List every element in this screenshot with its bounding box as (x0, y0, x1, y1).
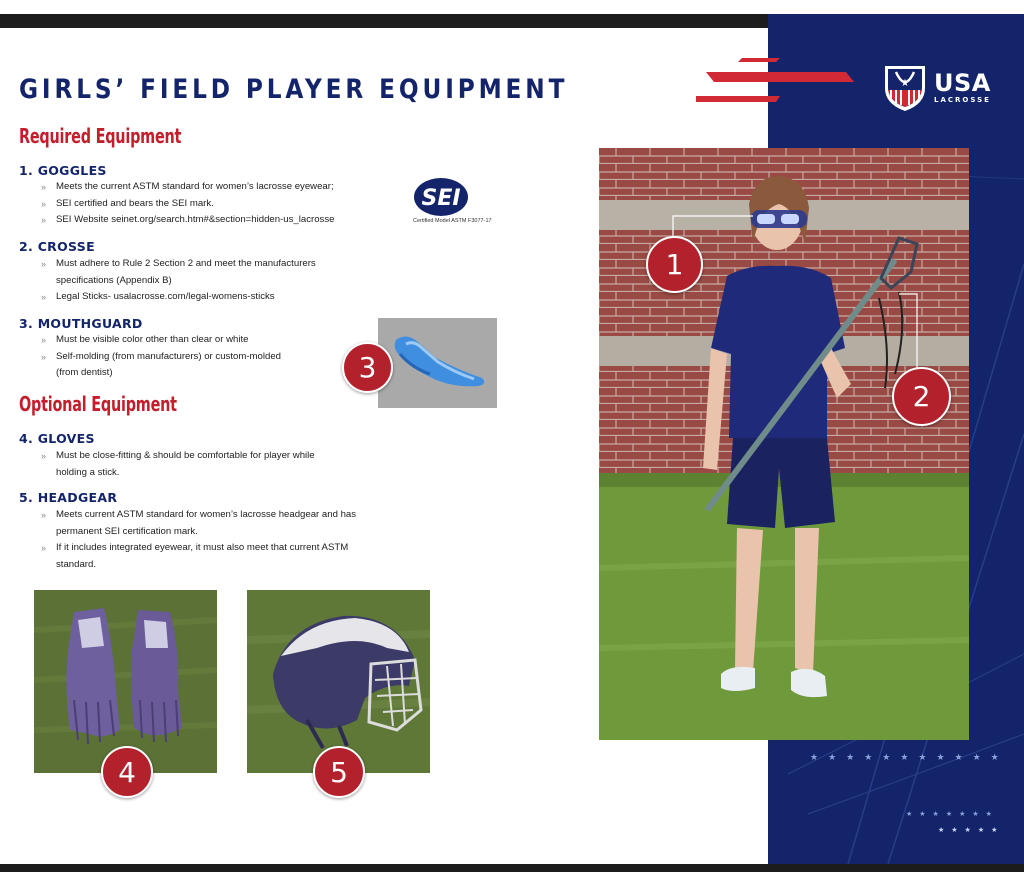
sei-caption: Certified Model ASTM F3077-17 (413, 218, 492, 224)
player-photo (599, 148, 969, 740)
crosse-bullets (41, 256, 316, 306)
badge-5: 5 (313, 746, 365, 798)
item-mouthguard-heading: 3. MOUTHGUARD (19, 316, 143, 331)
bullet: » Meets current ASTM standard for women’s lacrosse headgear and has (41, 507, 356, 524)
bottom-border (0, 864, 1024, 872)
logo-lacrosse-text: LACROSSE (934, 96, 991, 104)
bullet: » SEI Website seinet.org/search.htm#&section=hidden-us_lacrosse (41, 212, 334, 229)
badge-1: 1 (646, 236, 703, 293)
bullet-continuation: specifications (Appendix B) (56, 274, 172, 286)
optional-heading: Optional Equipment (19, 392, 177, 416)
stars-row-bright: ★★★★★ (938, 827, 1005, 834)
bullet: » If it includes integrated eyewear, it must also meet that current ASTM (41, 540, 356, 557)
svg-text:★: ★ (900, 78, 910, 89)
bullet-continuation: (from dentist) (56, 367, 113, 379)
badge-3: 3 (342, 342, 393, 393)
item-goggles-heading: 1. GOGGLES (19, 163, 107, 178)
item-crosse-heading: 2. CROSSE (19, 239, 95, 254)
badge-4: 4 (101, 746, 153, 798)
mouthguard-photo (378, 318, 497, 408)
bullet-continuation: permanent SEI certification mark. (56, 525, 198, 537)
gloves-bullets (41, 448, 315, 481)
headgear-bullets (41, 507, 356, 573)
badge-2: 2 (892, 367, 951, 426)
bullet-continuation: holding a stick. (56, 466, 120, 478)
bullet-continuation: standard. (56, 558, 97, 570)
bullet: » Legal Sticks- usalacrosse.com/legal-womens-sticks (41, 289, 316, 306)
sei-logo (412, 176, 470, 218)
stars-row: ★★★★★★★★★★★ (810, 752, 1009, 762)
logo-usa-text: USA (934, 69, 991, 97)
item-gloves-heading: 4. GLOVES (19, 431, 95, 446)
required-heading: Required Equipment (19, 124, 182, 148)
bullet: » Must be close-fitting & should be comfortable for player while (41, 448, 315, 465)
usa-lacrosse-logo (882, 64, 991, 112)
shield-icon (882, 64, 928, 112)
bullet: » SEI certified and bears the SEI mark. (41, 196, 334, 213)
bullet: » Meets the current ASTM standard for women’s lacrosse eyewear; (41, 179, 334, 196)
item-headgear-heading: 5. HEADGEAR (19, 490, 118, 505)
page-title: GIRLS’ FIELD PLAYER EQUIPMENT (19, 74, 569, 105)
bullet: » Must adhere to Rule 2 Section 2 and meet the manufacturers (41, 256, 316, 273)
stars-row-small: ★★★★★★★ (906, 811, 999, 818)
red-stripes (696, 54, 856, 106)
mouthguard-bullets (41, 332, 281, 382)
bullet: » Must be visible color other than clear or white (41, 332, 281, 349)
sei-mark-text: SEI (421, 186, 461, 211)
goggles-bullets (41, 179, 334, 229)
bullet: » Self-molding (from manufacturers) or custom-molded (41, 349, 281, 366)
